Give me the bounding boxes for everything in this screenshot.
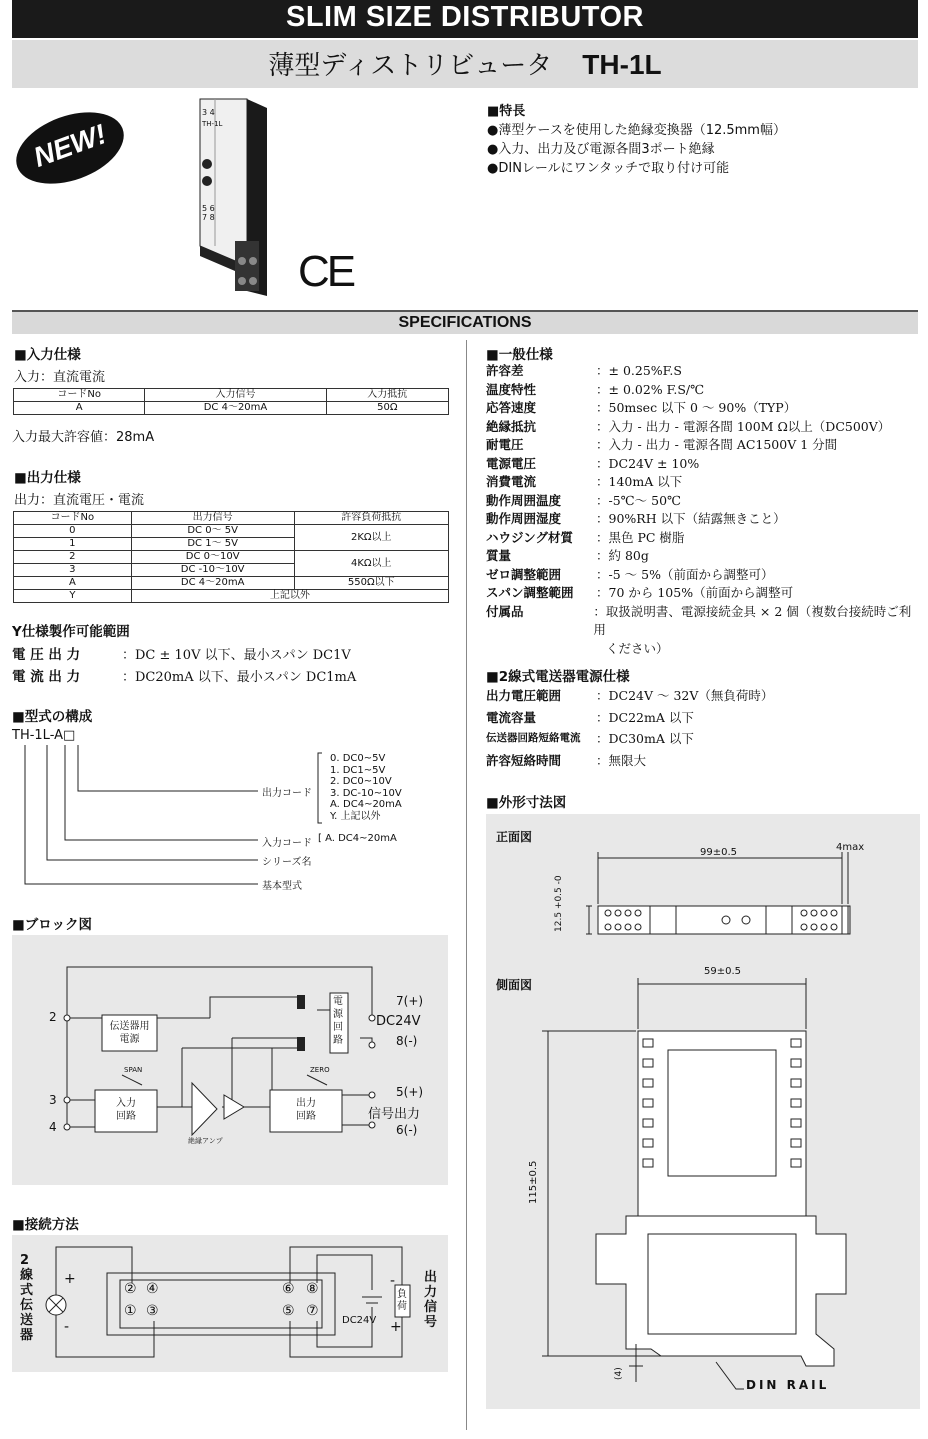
- spec-key: 応答速度: [486, 400, 537, 415]
- spec-row: [486, 547, 916, 566]
- terminal-5: 5(+): [396, 1085, 424, 1099]
- table-header: 入力信号: [145, 389, 326, 402]
- input-table: [13, 388, 449, 415]
- spec-value: ：± 0.25%F.S: [596, 363, 682, 378]
- terminal-1: ①: [124, 1303, 137, 1319]
- spec-row: [486, 603, 916, 640]
- spec-row: [486, 455, 916, 474]
- two-wire-title: ■2線式電送器電源仕様: [486, 669, 630, 685]
- spec-key: 質量: [486, 548, 512, 563]
- spec-row: [486, 529, 916, 548]
- table-cell: 1: [14, 538, 132, 551]
- table-cell: 0: [14, 525, 132, 538]
- width-59-label: 59±0.5: [704, 966, 742, 977]
- y-spec-key: 電 流 出 力: [12, 669, 81, 685]
- page-title: SLIM SIZE DISTRIBUTOR: [12, 0, 918, 38]
- block-title: ■ブロック図: [12, 917, 92, 933]
- subtitle-jp: 薄型ディストリビュータ: [268, 51, 553, 81]
- spec-value: ：入力 - 出力 - 電源各間 100M Ω以上（DC500V）: [596, 418, 891, 434]
- four-label: (4): [614, 1367, 624, 1380]
- photo-terminal-top: 3 4: [202, 108, 215, 117]
- height-115-label: 115±0.5: [528, 1160, 539, 1204]
- table-cell: 4KΩ以上: [294, 551, 448, 577]
- output-code-list: [330, 753, 402, 822]
- block-diagram: [12, 935, 448, 1185]
- table-cell: Y: [14, 590, 132, 603]
- terminal-5: ⑤: [282, 1303, 295, 1319]
- terminal-4: 4: [49, 1120, 57, 1134]
- spec-row: [486, 510, 916, 529]
- table-header: コードNo: [14, 389, 145, 402]
- spec-value: ：DC22mA 以下: [596, 709, 694, 725]
- spec-key: 出力電圧範囲: [486, 688, 562, 703]
- side-view-label: 側面図: [496, 978, 533, 992]
- spec-row: [486, 707, 916, 729]
- table-cell: A: [14, 577, 132, 590]
- input-code-label: 入力コード: [262, 838, 312, 849]
- spec-row: [486, 362, 916, 381]
- spec-value: ：-5℃～ 50℃: [596, 492, 682, 508]
- table-cell: DC 4～20mA: [145, 402, 326, 415]
- spec-key: ゼロ調整範囲: [486, 566, 562, 582]
- spec-value: ：無限大: [596, 752, 647, 768]
- ce-mark: CE: [298, 247, 354, 296]
- specifications-header: SPECIFICATIONS: [12, 310, 918, 334]
- spec-key: ハウジング材質: [486, 529, 573, 545]
- spec-key: 電源電圧: [486, 455, 537, 471]
- model-name: TH-1L: [582, 49, 662, 80]
- label: 出力: [296, 1098, 316, 1109]
- output-code-item: 2. DC0~10V: [330, 776, 392, 787]
- table-cell: DC 1～ 5V: [131, 538, 294, 551]
- load-label: 負荷: [397, 1289, 407, 1312]
- spec-key: 動作周囲湿度: [486, 511, 562, 526]
- spec-key: スパン調整範囲: [486, 585, 574, 600]
- table-cell: DC -10～10V: [131, 564, 294, 577]
- spec-value: ：取扱説明書、電源接続金具 × 2 個（複数台接続時ご利用: [593, 603, 912, 637]
- spec-value-cont: ください）: [606, 640, 669, 656]
- width-99-label: 99±0.5: [700, 847, 738, 858]
- max4-label: 4max: [836, 842, 865, 853]
- dimension-lines: [486, 814, 920, 1409]
- power-circuit-label: 電源回路: [333, 996, 343, 1046]
- spec-key: 付属品: [486, 603, 524, 619]
- table-cell: DC 4～20mA: [131, 577, 294, 590]
- terminal-7: ⑦: [306, 1303, 319, 1319]
- terminal-3: ③: [146, 1303, 159, 1319]
- spec-row: [486, 418, 916, 437]
- terminal-8: 8(-): [396, 1034, 418, 1048]
- output-signal-label: 出力信号: [424, 1270, 438, 1330]
- spec-row: [486, 685, 916, 707]
- spec-key: 電流容量: [486, 709, 537, 725]
- dc24v-label: DC24V: [342, 1315, 377, 1326]
- new-badge: [10, 108, 130, 188]
- terminal-2: 2: [49, 1010, 57, 1024]
- terminal-2: ②: [124, 1281, 137, 1297]
- table-header: 入力抵抗: [326, 389, 448, 402]
- spec-key: 絶縁抵抗: [486, 418, 537, 434]
- output-circuit-label: [270, 1097, 342, 1123]
- two-wire-transmitter-label: 2線式伝送器: [20, 1253, 34, 1343]
- spec-value: ：約 80g: [596, 548, 649, 563]
- plus-sign-right: +: [390, 1319, 402, 1335]
- two-wire-list: [486, 685, 916, 771]
- spec-key: 消費電流: [486, 474, 537, 489]
- terminal-4: ④: [146, 1281, 159, 1297]
- general-spec-list: [486, 362, 916, 658]
- terminal-8: ⑧: [306, 1281, 319, 1297]
- input-code-value: [ A. DC4~20mA: [318, 833, 397, 844]
- spec-value: ：-5 ～ 5%（前面から調整可）: [596, 566, 774, 582]
- column-divider: [466, 340, 467, 1430]
- spec-key: 伝送器回路短絡電流: [486, 732, 581, 744]
- output-code-item: 0. DC0~5V: [330, 753, 386, 764]
- spec-value: ：黒色 PC 樹脂: [596, 529, 685, 545]
- output-line: 出力：直流電圧・電流: [14, 493, 145, 508]
- model-code-box: □: [63, 728, 76, 743]
- y-spec-value: ：DC20mA 以下、最小スパン DC1mA: [122, 670, 357, 685]
- output-code-item: A. DC4~20mA: [330, 799, 402, 810]
- table-cell: 2KΩ以上: [294, 525, 448, 551]
- spec-value: ：90%RH 以下（結露無きこと）: [596, 511, 786, 526]
- model-config-title: ■型式の構成: [12, 709, 93, 725]
- table-header: 許容負荷抵抗: [294, 512, 448, 525]
- zero-label: ZERO: [310, 1066, 330, 1074]
- spec-row: [486, 640, 916, 659]
- spec-value: ：入力 - 出力 - 電源各間 AC1500V 1 分間: [596, 437, 838, 452]
- spec-row: [486, 473, 916, 492]
- table-cell: DC 0～ 5V: [131, 525, 294, 538]
- input-line: 入力：直流電流: [14, 370, 106, 385]
- spec-value: ：50msec 以下 0 ～ 90%（TYP）: [596, 400, 797, 415]
- dimensions-title: ■外形寸法図: [486, 795, 567, 811]
- y-spec-key: 電 圧 出 力: [12, 647, 81, 663]
- terminal-6: 6(-): [396, 1123, 418, 1137]
- table-cell: 550Ω以下: [294, 577, 448, 590]
- label: 伝送器用: [109, 1021, 150, 1032]
- model-code-text: TH-1L-A: [12, 728, 63, 743]
- feature-item: ●入力、出力及び電源各間3ポート絶縁: [487, 142, 715, 157]
- minus-sign: -: [64, 1319, 70, 1335]
- input-circuit-label: [95, 1097, 157, 1123]
- features: [487, 102, 786, 178]
- minus-sign-right: -: [390, 1273, 396, 1289]
- table-cell: A: [14, 402, 145, 415]
- input-max: 入力最大許容値：28mA: [12, 430, 155, 445]
- connection-diagram: [12, 1235, 448, 1372]
- table-cell: 2: [14, 551, 132, 564]
- spec-key: 動作周囲温度: [486, 492, 562, 508]
- spec-key: 許容短絡時間: [486, 752, 562, 768]
- spec-key: 耐電圧: [486, 437, 524, 452]
- table-header: 出力信号: [131, 512, 294, 525]
- y-spec-title: Y仕様製作可能範囲: [12, 624, 130, 640]
- plus-sign: +: [64, 1271, 76, 1287]
- spec-row: [486, 492, 916, 511]
- front-view-label: 正面図: [496, 830, 533, 844]
- photo-terminal-bottom: 5 6 7 8: [202, 204, 215, 222]
- output-table: [13, 511, 449, 603]
- label: 回路: [116, 1111, 136, 1122]
- output-code-label: 出力コード: [262, 788, 312, 799]
- spec-value: ：70 から 105%（前面から調整可: [596, 585, 794, 600]
- spec-row: [486, 399, 916, 418]
- product-subtitle: [12, 40, 918, 88]
- y-spec-row: [12, 665, 356, 685]
- spec-value: ：DC24V ～ 32V（無負荷時）: [596, 688, 774, 703]
- product-photo: [195, 96, 275, 296]
- feature-item: ●薄型ケースを使用した絶縁変換器（12.5mm幅）: [487, 123, 786, 138]
- spec-value: ：DC24V ± 10%: [596, 455, 700, 471]
- table-cell: 上記以外: [131, 590, 448, 603]
- table-cell: 50Ω: [326, 402, 448, 415]
- spec-row: [486, 381, 916, 400]
- series-label: シリーズ名: [262, 857, 312, 868]
- spec-row: [486, 566, 916, 585]
- spec-value: ：DC30mA 以下: [596, 731, 694, 746]
- spec-row: [486, 750, 916, 772]
- terminal-3: 3: [49, 1093, 57, 1107]
- dc24v-label: DC24V: [376, 1014, 421, 1029]
- base-label: 基本型式: [262, 881, 302, 892]
- spec-value: ：140mA 以下: [596, 474, 683, 489]
- output-code-item: 3. DC-10~10V: [330, 787, 402, 799]
- spec-key: 温度特性: [486, 381, 537, 397]
- spec-row: [486, 436, 916, 455]
- photo-label: TH-1L: [202, 120, 223, 128]
- span-label: SPAN: [124, 1066, 143, 1074]
- terminal-6: ⑥: [282, 1281, 295, 1297]
- block-diagram-wiring: [12, 935, 448, 1185]
- terminal-7: 7(+): [396, 994, 424, 1008]
- features-title: ■特長: [487, 104, 526, 119]
- table-header: コードNo: [14, 512, 132, 525]
- signal-output-label: 信号出力: [368, 1107, 421, 1122]
- height-125-label: 12.5 +0.5 -0: [554, 875, 564, 932]
- table-cell: 3: [14, 564, 132, 577]
- label: 電源: [119, 1034, 140, 1045]
- label: 回路: [296, 1111, 316, 1122]
- new-badge-text: NEW!: [29, 118, 111, 173]
- feature-item: ●DINレールにワンタッチで取り付け可能: [487, 161, 730, 176]
- spec-value: ：± 0.02% F.S/℃: [596, 381, 705, 397]
- din-rail-label: DIN RAIL: [746, 1378, 830, 1392]
- output-code-item: Y. 上記以外: [330, 810, 381, 822]
- amp-label: 絶縁アンプ: [188, 1137, 223, 1145]
- spec-key: 許容差: [486, 363, 524, 378]
- connection-wiring: [12, 1235, 448, 1372]
- output-spec-title: ■出力仕様: [14, 470, 81, 486]
- y-spec-value: ：DC ± 10V 以下、最小スパン DC1V: [122, 648, 351, 663]
- y-spec-row: [12, 643, 351, 663]
- dimensions-drawing: [486, 814, 920, 1409]
- table-cell: DC 0～10V: [131, 551, 294, 564]
- output-code-item: 1. DC1~5V: [330, 764, 386, 776]
- spec-row: [486, 584, 916, 603]
- connection-title: ■接続方法: [12, 1217, 79, 1233]
- spec-row: [486, 728, 916, 750]
- general-spec-title: ■一般仕様: [486, 347, 553, 363]
- label: 入力: [116, 1098, 136, 1109]
- power-box-label: [102, 1020, 157, 1046]
- input-spec-title: ■入力仕様: [14, 347, 81, 363]
